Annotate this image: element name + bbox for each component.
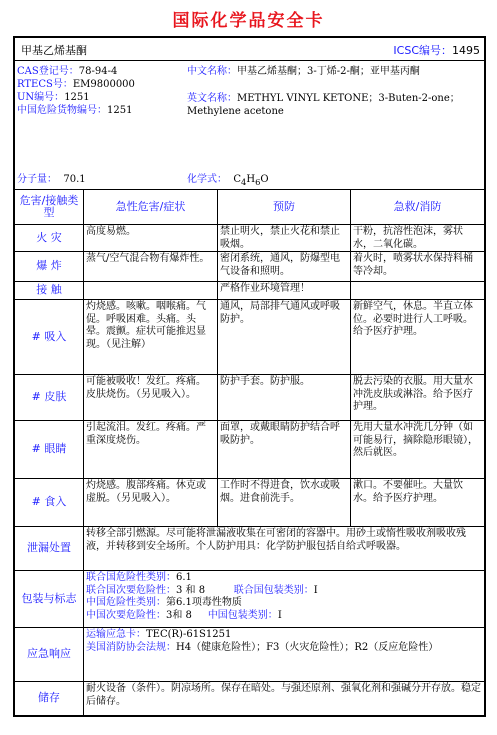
storage-label: 储存 [15,682,84,715]
row-prevention: 面罩，或戴眼睛防护结合呼吸防护。 [218,421,351,478]
row-first-aid [351,282,484,299]
rtecs-label: RTECS号： [17,79,73,90]
formula-c: C [233,174,242,185]
row-prevention: 严格作业环境管理！ [218,282,351,299]
page-title: 国际化学品安全卡 [172,11,325,31]
cn-hazard-label: 中国危险货物编号： [17,105,107,116]
row-symptom: 可能被吸收！发红。疼痛。皮肤烧伤。（另见吸入）。 [84,375,218,420]
row-type: # 皮肤 [15,375,84,420]
chemical-name: 甲基乙烯基酮 [21,44,87,57]
formula-h: H [246,174,256,185]
row-first-aid: 干粉，抗溶性泡沫，雾状水，二氧化碳。 [353,226,463,250]
row-first-aid: 漱口。不要催吐。大量饮水。给予医疗护理。 [353,480,463,504]
un-class-value: 6.1 [176,572,192,583]
identification-block [15,61,484,190]
formula-c-count: 4 [241,177,247,187]
formula-o: O [260,174,269,185]
emergency-row [15,628,484,682]
un-value: 1251 [64,92,90,103]
formula-label: 化学式： [187,174,227,185]
hazard-row [15,479,484,527]
cas-label: CAS登记号： [17,66,79,77]
mw-label: 分子量： [17,174,57,185]
hazard-row [15,300,484,375]
row-type: 接 触 [15,282,84,299]
row-symptom: 灼烧感。咳嗽。咽喉痛。气促。呼吸困难。头痛。头晕。震颤。症状可能推迟显现。（见注解） [84,300,218,374]
cn-class-value: 第6.1项毒性物质 [166,597,242,608]
cn-pack-label: 中国包装类别： [207,609,278,621]
row-type: 火 灾 [15,225,84,251]
row-first-aid: 新鲜空气，休息。半直立体位。必要时进行人工呼吸。给予医疗护理。 [353,301,473,337]
row-prevention: 防护手套。防护服。 [218,375,351,420]
icsc-value: 1495 [452,44,480,57]
emergency-details [84,628,484,681]
hazard-row [15,225,484,252]
un-sub-value: 3 和 8 [176,584,206,596]
cn-sub-value: 3和 8 [166,609,192,621]
nfpa-label: 美国消防协会法规： [86,641,176,653]
hazard-row [15,421,484,479]
rtecs-value: EM9800000 [72,79,135,90]
en-name-label: 英文名称： [187,93,237,104]
spill-label: 泄漏处置 [15,527,84,570]
emergency-label: 应急响应 [15,628,84,681]
row-symptom: 蒸气/空气混合物有爆炸性。 [84,252,218,281]
hazard-row [15,375,484,421]
un-pack-label: 联合国包装类别： [233,584,314,596]
row-symptom [84,282,218,299]
packaging-row [15,571,484,628]
row-symptom: 灼烧感。腹部疼痛。休克或虚脱。（另见吸入）。 [84,479,218,526]
names-block [187,65,481,118]
molecular-weight [17,173,86,186]
transport-label: 运输应急卡： [86,629,146,640]
hazard-row [15,282,484,300]
packaging-details [84,571,484,627]
chemical-formula [187,173,269,189]
row-symptom: 引起流泪。发红。疼痛。严重深度烧伤。 [84,421,218,478]
header-type: 危害/接触类型 [15,190,84,224]
table-header [15,190,484,225]
packaging-label: 包装与标志 [15,571,84,627]
formula-h-count: 6 [255,177,261,187]
un-class-label: 联合国危险性类别： [86,572,176,583]
cn-name-value: 甲基乙烯基酮；3-丁烯-2-酮；亚甲基丙酮 [237,66,420,77]
row-prevention: 禁止明火，禁止火花和禁止吸烟。 [218,225,351,251]
mw-value: 70.1 [63,174,86,185]
cn-class-label: 中国危险性类别： [86,597,166,608]
hazard-row [15,252,484,282]
transport-value: TEC(R)-61S1251 [146,629,232,640]
header-symptom: 急性危害/症状 [84,190,218,224]
row-symptom: 高度易燃。 [84,225,218,251]
safety-card [13,36,486,717]
en-name-value: METHYL VINYL KETONE；3-Buten-2-one；Methylene acetone [187,93,460,117]
row-first-aid: 着火时，喷雾状水保持料桶等冷却。 [353,253,473,277]
row-prevention: 工作时不得进食，饮水或吸烟。进食前洗手。 [218,479,351,526]
un-label: UN编号： [17,92,65,103]
row-type: # 吸入 [15,300,84,374]
name-row [15,38,484,61]
nfpa-value: H4（健康危险性）；F3（火灾危险性）；R2（反应危险性） [176,641,439,653]
row-type: # 眼睛 [15,421,84,478]
row-first-aid: 脱去污染的衣服。用大量水冲洗皮肤或淋浴。给予医疗护理。 [353,376,473,412]
row-prevention: 通风，局部排气通风或呼吸防护。 [218,300,351,374]
cn-pack-value: I [277,609,282,621]
id-numbers [17,65,187,117]
un-sub-label: 联合国次要危险性： [86,584,176,596]
cn-sub-label: 中国次要危险性： [86,609,166,621]
spill-text: 转移全部引燃源。尽可能将泄漏液收集在可密闭的容器中。用砂土或惰性吸收剂吸收残液，并转移到安全场所。个人防护用具：化学防护服包括自给式呼吸器。 [86,528,466,552]
row-first-aid: 先用大量水冲洗几分钟（如可能易行，摘除隐形眼镜），然后就医。 [353,422,478,458]
cas-value: 78-94-4 [78,66,118,77]
header-first-aid: 急救/消防 [393,199,442,213]
row-type: 爆 炸 [15,252,84,281]
un-pack-value: I [313,584,318,596]
cn-name-label: 中文名称： [187,66,237,77]
row-type: # 食入 [15,479,84,526]
storage-row [15,682,484,715]
row-prevention: 密闭系统，通风，防爆型电气设备和照明。 [218,252,351,281]
header-prevention: 预防 [218,190,351,224]
icsc-number [393,42,480,58]
spill-row [15,527,484,571]
cn-hazard-value: 1251 [107,105,133,116]
storage-text: 耐火设备（条件）。阴凉场所。保存在暗处。与强还原剂、强氧化剂和强碱分开存放。稳定后储存。 [86,683,481,707]
icsc-label: ICSC编号： [393,44,452,57]
